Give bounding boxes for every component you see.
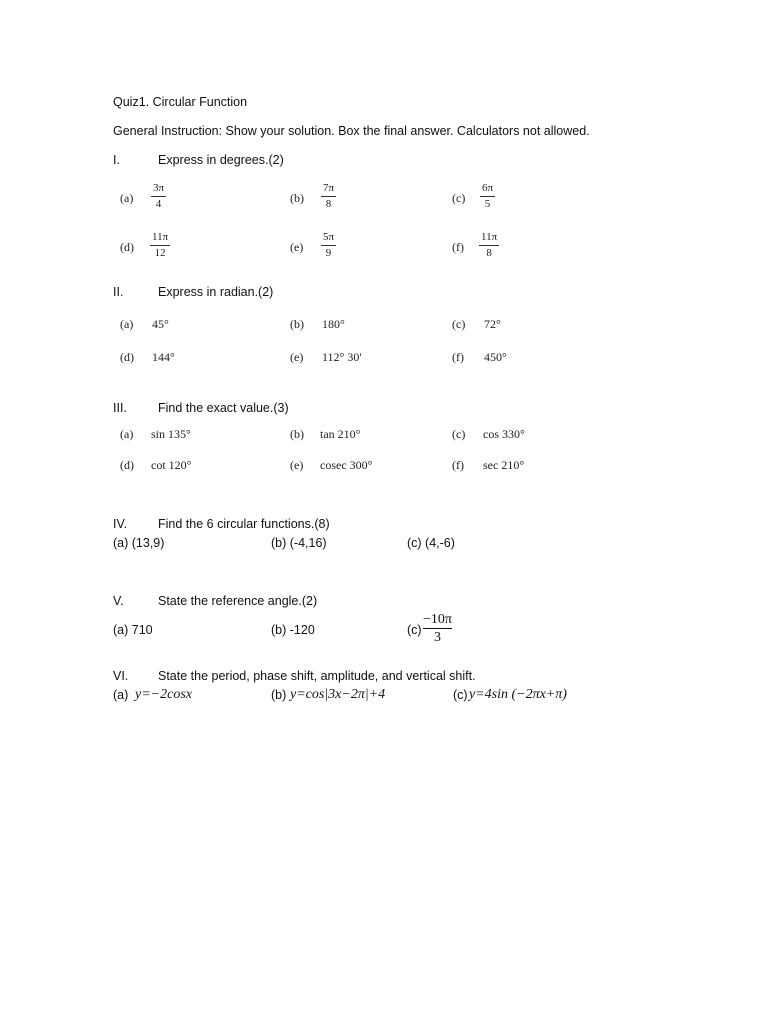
s4-item-c: (c) (4,-6) bbox=[407, 536, 455, 550]
section-4-heading: Find the 6 circular functions.(8) bbox=[158, 517, 330, 531]
s5-item-c-fraction: −10π 3 bbox=[423, 612, 452, 645]
s4-item-b: (b) (-4,16) bbox=[271, 536, 327, 550]
s2-item-d-label: (d) bbox=[120, 350, 134, 364]
s1-item-e-fraction: 5π 9 bbox=[323, 231, 335, 259]
s1-item-a-label: (a) bbox=[120, 191, 134, 205]
s1-item-b-label: (b) bbox=[290, 191, 304, 205]
s3-item-b-value: tan 210° bbox=[320, 427, 361, 441]
s3-item-f-value: sec 210° bbox=[483, 458, 525, 472]
s2-item-c-label: (c) bbox=[452, 317, 466, 331]
s6-item-b-expression: y=cos|3x−2π|+4 bbox=[290, 687, 386, 702]
s3-item-a-value: sin 135° bbox=[151, 427, 191, 441]
s5-item-a: (a) 710 bbox=[113, 623, 153, 637]
s2-item-a-value: 45° bbox=[152, 317, 169, 331]
section-1-heading: Express in degrees.(2) bbox=[158, 153, 284, 167]
s3-item-e-label: (e) bbox=[290, 458, 304, 472]
s4-item-a: (a) (13,9) bbox=[113, 536, 165, 550]
s1-item-c-fraction: 6π 5 bbox=[482, 182, 494, 210]
section-5-number: V. bbox=[113, 594, 124, 608]
s3-item-e-value: cosec 300° bbox=[320, 458, 373, 472]
section-5-heading: State the reference angle.(2) bbox=[158, 594, 318, 608]
quiz-title: Quiz1. Circular Function bbox=[113, 95, 248, 109]
s5-item-c-label: (c) bbox=[407, 623, 422, 637]
s1-item-d-label: (d) bbox=[120, 240, 134, 254]
s3-item-b-label: (b) bbox=[290, 427, 304, 441]
s2-item-f-value: 450° bbox=[484, 350, 507, 364]
section-3-heading: Find the exact value.(3) bbox=[158, 401, 289, 415]
s1-item-d-fraction: 11π 12 bbox=[152, 231, 169, 259]
s1-item-c-label: (c) bbox=[452, 191, 466, 205]
s6-item-b-label: (b) bbox=[271, 688, 287, 702]
s3-item-c-value: cos 330° bbox=[483, 427, 525, 441]
s2-item-f-label: (f) bbox=[452, 350, 464, 364]
s1-item-e-label: (e) bbox=[290, 240, 304, 254]
s1-item-b-fraction: 7π 8 bbox=[323, 182, 335, 210]
s1-item-f-fraction: 11π 8 bbox=[481, 231, 498, 259]
s2-item-e-value: 112° 30' bbox=[322, 350, 362, 364]
s2-item-d-value: 144° bbox=[152, 350, 175, 364]
s3-item-f-label: (f) bbox=[452, 458, 464, 472]
section-2-heading: Express in radian.(2) bbox=[158, 285, 274, 299]
section-3-number: III. bbox=[113, 401, 127, 415]
s3-item-a-label: (a) bbox=[120, 427, 134, 441]
s5-item-b: (b) -120 bbox=[271, 623, 315, 637]
s2-item-b-value: 180° bbox=[322, 317, 345, 331]
s2-item-b-label: (b) bbox=[290, 317, 304, 331]
section-6-heading: State the period, phase shift, amplitude, and vertical shift. bbox=[158, 669, 476, 683]
section-2-number: II. bbox=[113, 285, 124, 299]
s2-item-a-label: (a) bbox=[120, 317, 134, 331]
s3-item-d-value: cot 120° bbox=[151, 458, 192, 472]
section-1-number: I. bbox=[113, 153, 120, 167]
s3-item-d-label: (d) bbox=[120, 458, 134, 472]
s1-item-f-label: (f) bbox=[452, 240, 464, 254]
s6-item-c-label: (c) bbox=[453, 688, 468, 702]
s2-item-e-label: (e) bbox=[290, 350, 304, 364]
s6-item-a-expression: y=−2cosx bbox=[135, 687, 192, 702]
section-6-number: VI. bbox=[113, 669, 129, 683]
s3-item-c-label: (c) bbox=[452, 427, 466, 441]
s1-item-a-fraction: 3π 4 bbox=[153, 182, 165, 210]
section-4-number: IV. bbox=[113, 517, 128, 531]
s2-item-c-value: 72° bbox=[484, 317, 501, 331]
s6-item-a-label: (a) bbox=[113, 688, 129, 702]
general-instruction: General Instruction: Show your solution. Box the final answer. Calculators not allowed. bbox=[113, 124, 590, 138]
s6-item-c-expression: y=4sin (−2πx+π) bbox=[469, 687, 567, 702]
